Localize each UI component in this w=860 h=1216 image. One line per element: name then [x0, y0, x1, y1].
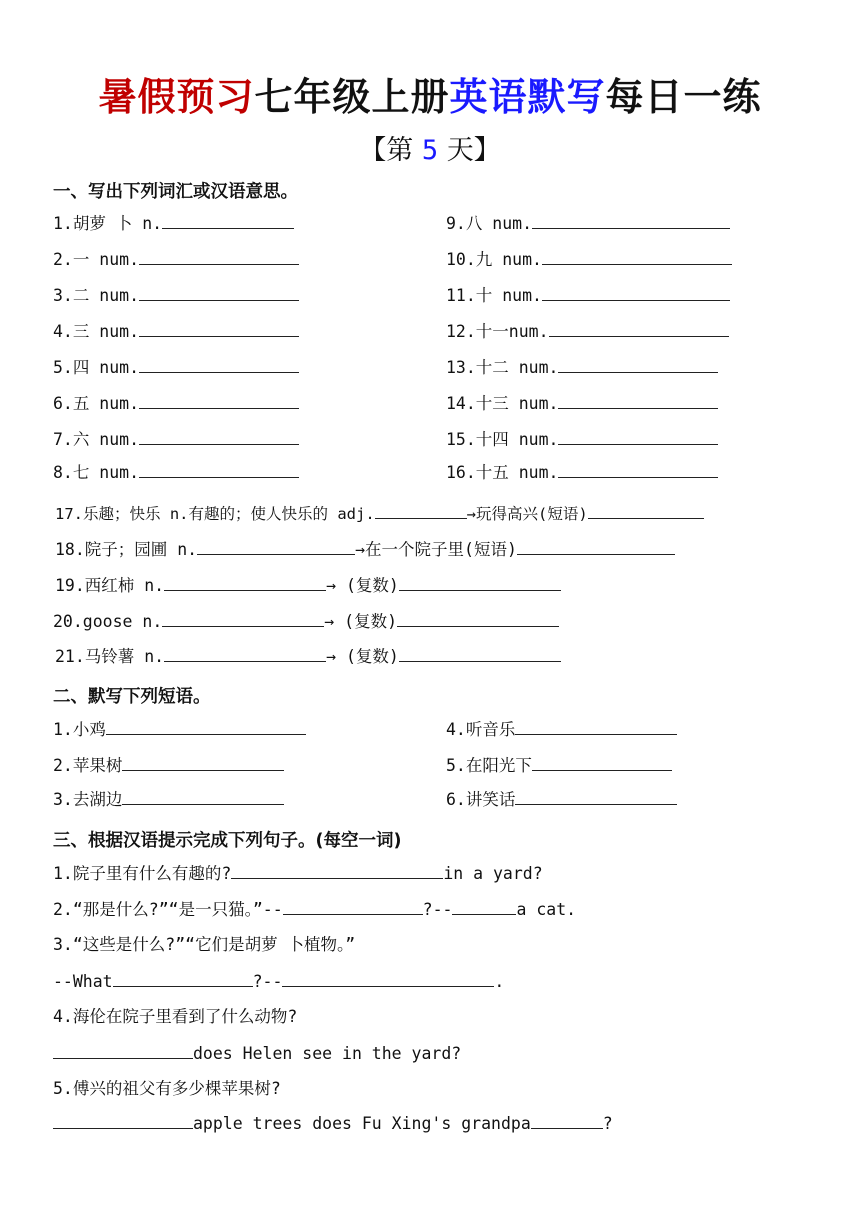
day-prefix: 【第: [359, 135, 422, 166]
answer-blank[interactable]: [558, 428, 718, 445]
answer-blank[interactable]: [122, 754, 284, 771]
answer-blank[interactable]: [197, 538, 355, 555]
answer-blank[interactable]: [532, 754, 672, 771]
phrase-item: 5.在阳光下: [446, 754, 672, 777]
answer-blank[interactable]: [397, 610, 559, 627]
answer-blank[interactable]: [282, 970, 494, 987]
phrase-item: 6.讲笑话: [446, 788, 677, 811]
sentence-item-3: 3.“这些是什么?”“它们是胡萝 卜植物。”: [53, 935, 356, 954]
phrase-item: 2.苹果树: [53, 754, 284, 777]
vocab-item: 16.十五 num.: [446, 461, 718, 484]
answer-blank[interactable]: [283, 898, 423, 915]
sentence-item-5: 5.傅兴的祖父有多少棵苹果树?: [53, 1079, 281, 1098]
day-number: 5: [421, 135, 439, 166]
title-part-daily: 每日一练: [605, 74, 762, 119]
answer-blank[interactable]: [558, 356, 718, 373]
answer-blank[interactable]: [53, 1042, 193, 1059]
phrase-item: 3.去湖边: [53, 788, 284, 811]
vocab-item-21: 21.马铃薯 n. → (复数): [55, 645, 561, 668]
title-part-grade: 七年级上册: [254, 74, 450, 119]
answer-blank[interactable]: [106, 718, 306, 735]
answer-blank[interactable]: [517, 538, 675, 555]
section3-heading: 三、根据汉语提示完成下列句子。(每空一词): [53, 831, 402, 851]
vocab-item: 14.十三 num.: [446, 392, 718, 415]
answer-blank[interactable]: [399, 645, 561, 662]
vocab-item: 15.十四 num.: [446, 428, 718, 451]
vocab-item: 12.十一num.: [446, 320, 729, 343]
answer-blank[interactable]: [122, 788, 284, 805]
answer-blank[interactable]: [164, 645, 326, 662]
answer-blank[interactable]: [162, 610, 324, 627]
vocab-item-20: 20.goose n. → (复数): [53, 610, 559, 633]
vocab-item: 1.胡萝 卜 n.: [53, 212, 294, 235]
vocab-item: 9.八 num.: [446, 212, 730, 235]
answer-blank[interactable]: [542, 248, 732, 265]
answer-blank[interactable]: [53, 1112, 193, 1129]
vocab-item-18: 18.院子；园圃 n. →在一个院子里(短语): [55, 538, 675, 561]
vocab-item: 10.九 num.: [446, 248, 732, 271]
sentence-item-3-answer: --What ?-- .: [53, 972, 505, 991]
answer-blank[interactable]: [139, 461, 299, 478]
answer-blank[interactable]: [139, 248, 299, 265]
vocab-item: 5.四 num.: [53, 356, 299, 379]
day-label: [0, 128, 860, 167]
answer-blank[interactable]: [515, 718, 677, 735]
sentence-item-4-answer: does Helen see in the yard?: [53, 1042, 461, 1065]
vocab-item: 8.七 num.: [53, 461, 299, 484]
answer-blank[interactable]: [139, 284, 299, 301]
answer-blank[interactable]: [375, 502, 467, 519]
vocab-item: 3.二 num.: [53, 284, 299, 307]
section1-heading: 一、写出下列词汇或汉语意思。: [53, 182, 298, 202]
answer-blank[interactable]: [164, 574, 326, 591]
sentence-item-1: 1.院子里有什么有趣的? in a yard?: [53, 864, 543, 883]
phrase-item: 4.听音乐: [446, 718, 677, 741]
answer-blank[interactable]: [549, 320, 729, 337]
answer-blank[interactable]: [558, 461, 718, 478]
sentence-item-4: 4.海伦在院子里看到了什么动物?: [53, 1007, 298, 1026]
title-part-summer-preview: 暑假预习: [98, 74, 255, 119]
vocab-item: 2.一 num.: [53, 248, 299, 271]
vocab-item-19: 19.西红柿 n. → (复数): [55, 574, 561, 597]
vocab-item: 13.十二 num.: [446, 356, 718, 379]
answer-blank[interactable]: [532, 212, 730, 229]
answer-blank[interactable]: [139, 392, 299, 409]
sentence-item-2: 2.“那是什么?”“是一只猫。”-- ?-- a cat.: [53, 900, 577, 919]
vocab-item: 6.五 num.: [53, 392, 299, 415]
answer-blank[interactable]: [139, 356, 299, 373]
vocab-item: 4.三 num.: [53, 320, 299, 343]
vocab-item: 11.十 num.: [446, 284, 730, 307]
answer-blank[interactable]: [113, 970, 253, 987]
section2-heading: 二、默写下列短语。: [53, 687, 211, 707]
answer-blank[interactable]: [162, 212, 294, 229]
answer-blank[interactable]: [542, 284, 730, 301]
sentence-item-5-answer: apple trees does Fu Xing's grandpa ?: [53, 1112, 613, 1135]
page-title: [0, 66, 860, 121]
answer-blank[interactable]: [558, 392, 718, 409]
phrase-item: 1.小鸡: [53, 718, 306, 741]
answer-blank[interactable]: [139, 428, 299, 445]
answer-blank[interactable]: [399, 574, 561, 591]
answer-blank[interactable]: [231, 862, 443, 879]
title-part-english-dictation: 英语默写: [449, 74, 606, 119]
answer-blank[interactable]: [139, 320, 299, 337]
vocab-item-17: 17.乐趣；快乐 n.有趣的；使人快乐的 adj. →玩得高兴(短语): [55, 502, 704, 525]
answer-blank[interactable]: [452, 898, 516, 915]
answer-blank[interactable]: [531, 1112, 603, 1129]
vocab-item: 7.六 num.: [53, 428, 299, 451]
answer-blank[interactable]: [515, 788, 677, 805]
day-suffix: 天】: [438, 135, 501, 166]
answer-blank[interactable]: [588, 502, 704, 519]
